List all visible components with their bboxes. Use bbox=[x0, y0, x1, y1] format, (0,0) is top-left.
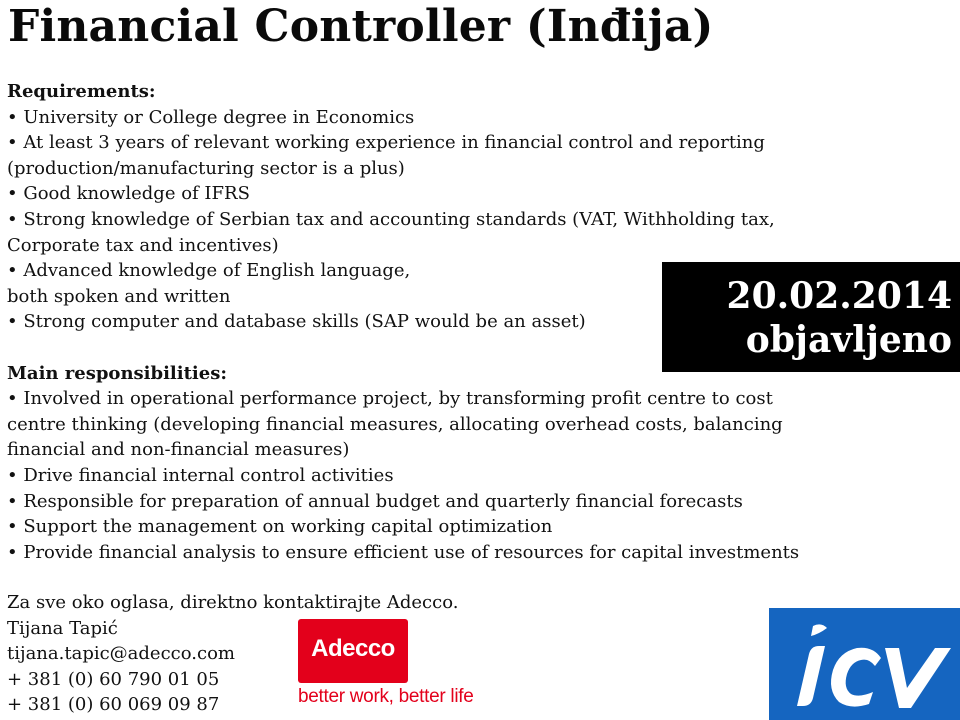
requirement-line: • At least 3 years of relevant working experience in financial control and reporting bbox=[7, 132, 765, 154]
publish-label: objavljeno bbox=[745, 319, 952, 361]
responsibility-line: centre thinking (developing financial measures, allocating overhead costs, balancing bbox=[7, 413, 783, 435]
icv-logo bbox=[769, 608, 960, 720]
requirement-line: (production/manufacturing sector is a plus) bbox=[7, 157, 405, 179]
responsibility-line: • Support the management on working capital optimization bbox=[7, 516, 553, 538]
publish-date: 20.02.2014 bbox=[726, 275, 952, 317]
contact-email: tijana.tapic@adecco.com bbox=[7, 643, 235, 665]
requirement-line: • Strong computer and database skills (SAP would be an asset) bbox=[7, 311, 586, 333]
adecco-logo-text: Adecco bbox=[311, 635, 395, 662]
requirement-line: • Advanced knowledge of English language, bbox=[7, 260, 411, 282]
contact-phone: + 381 (0) 60 069 09 87 bbox=[7, 694, 220, 716]
responsibilities-heading: Main responsibilities: bbox=[7, 362, 227, 384]
contact-phone: + 381 (0) 60 790 01 05 bbox=[7, 668, 220, 690]
requirement-line: • Strong knowledge of Serbian tax and accounting standards (VAT, Withholding tax, bbox=[7, 208, 775, 230]
responsibility-line: • Drive financial internal control activities bbox=[7, 464, 394, 486]
contact-intro: Za sve oko oglasa, direktno kontaktirajte Adecco. bbox=[7, 592, 459, 613]
icv-logo-icon bbox=[769, 608, 960, 720]
contact-name: Tijana Tapić bbox=[7, 617, 118, 639]
responsibility-line: • Provide financial analysis to ensure efficient use of resources for capital investments bbox=[7, 541, 800, 563]
requirement-line: Corporate tax and incentives) bbox=[7, 234, 279, 256]
adecco-logo bbox=[298, 619, 408, 683]
requirement-line: • University or College degree in Economics bbox=[7, 106, 415, 128]
responsibility-line: • Involved in operational performance project, by transforming profit centre to cost bbox=[7, 388, 773, 410]
publish-date-badge bbox=[662, 262, 960, 372]
requirement-line: • Good knowledge of IFRS bbox=[7, 183, 250, 205]
requirements-heading: Requirements: bbox=[7, 81, 156, 102]
responsibility-line: financial and non-financial measures) bbox=[7, 439, 350, 461]
requirement-line: both spoken and written bbox=[7, 285, 231, 307]
page-title: Financial Controller (Inđija) bbox=[8, 1, 714, 52]
responsibility-line: • Responsible for preparation of annual budget and quarterly financial forecasts bbox=[7, 490, 743, 512]
adecco-tagline: better work, better life bbox=[298, 686, 474, 707]
